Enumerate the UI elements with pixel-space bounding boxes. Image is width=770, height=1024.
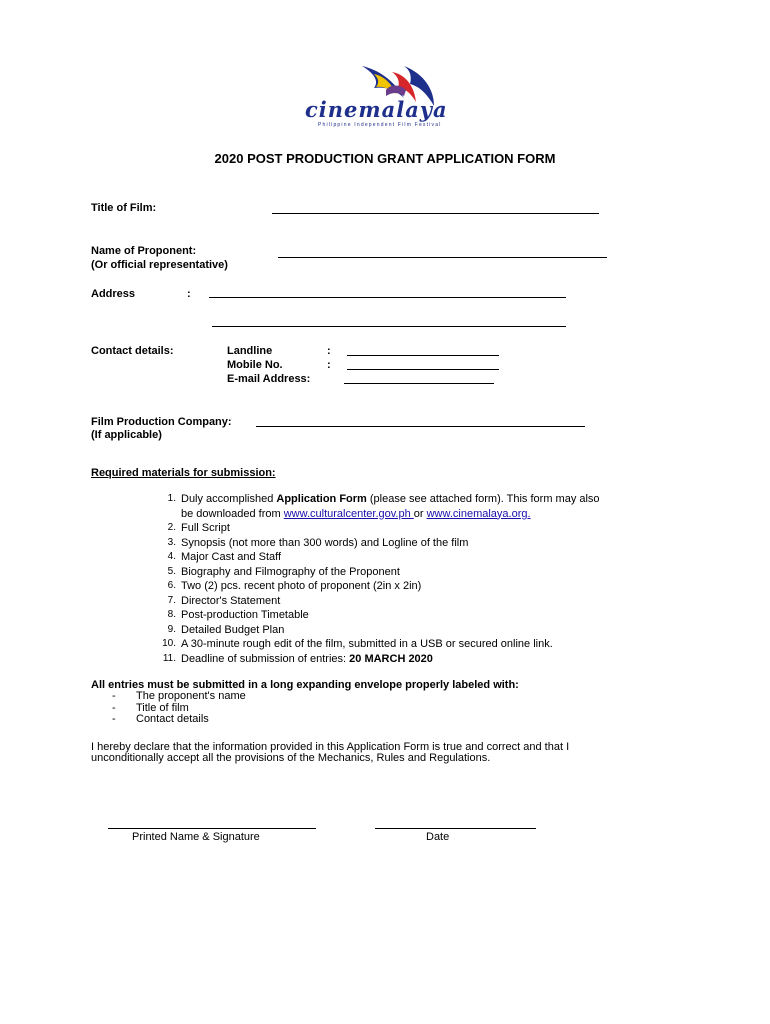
envelope-heading: All entries must be submitted in a long expanding envelope properly labeled with: bbox=[91, 679, 519, 691]
if-applicable-label: (If applicable) bbox=[91, 429, 162, 441]
list-item: 10. A 30-minute rough edit of the film, submitted in a USB or secured online link. bbox=[162, 638, 553, 650]
mobile-label: Mobile No. bbox=[227, 359, 283, 371]
email-label: E-mail Address: bbox=[227, 373, 311, 385]
film-company-label: Film Production Company: bbox=[91, 416, 232, 428]
culturalcenter-link[interactable]: www.culturalcenter.gov.ph bbox=[283, 507, 414, 520]
logo-tagline: Philippine Independent Film Festival bbox=[318, 122, 442, 128]
address-field-line-2[interactable] bbox=[212, 326, 566, 327]
contact-details-label: Contact details: bbox=[91, 345, 174, 357]
list-item: 1. Duly accomplished Application Form (please see attached form). This form may also be downloaded from www.culturalcenter.gov.ph or www.cinemalaya.org. bbox=[167, 493, 600, 520]
requirements-list bbox=[156, 492, 600, 666]
list-item: 2. Full Script bbox=[167, 522, 230, 534]
film-company-field[interactable] bbox=[256, 426, 585, 427]
printed-name-signature-label: Printed Name & Signature bbox=[132, 831, 260, 843]
name-of-proponent-field[interactable] bbox=[278, 257, 607, 258]
title-of-film-label: Title of Film: bbox=[91, 202, 157, 214]
address-field-line-1[interactable] bbox=[209, 297, 566, 298]
list-item: - The proponent's name bbox=[112, 690, 246, 702]
email-field[interactable] bbox=[344, 383, 494, 384]
official-representative-label: (Or official representative) bbox=[91, 259, 228, 271]
date-label: Date bbox=[426, 831, 450, 843]
list-item: 11. Deadline of submission of entries: 20 MARCH 2020 bbox=[162, 652, 433, 665]
landline-colon: : bbox=[327, 345, 331, 357]
date-field[interactable] bbox=[375, 828, 536, 829]
envelope-list bbox=[112, 691, 246, 726]
list-item: - Contact details bbox=[112, 713, 209, 725]
declaration-line-1: I hereby declare that the information provided in this Application Form is true and correct and that I bbox=[91, 741, 570, 753]
list-item: 4. Major Cast and Staff bbox=[167, 551, 282, 563]
signature-field[interactable] bbox=[108, 828, 316, 829]
list-item: 3. Synopsis (not more than 300 words) and Logline of the film bbox=[167, 536, 469, 549]
name-of-proponent-label: Name of Proponent: bbox=[91, 245, 197, 257]
declaration-line-2: unconditionally accept all the provisions of the Mechanics, Rules and Regulations. bbox=[91, 752, 491, 764]
list-item: 5. Biography and Filmography of the Proponent bbox=[167, 565, 400, 578]
form-title: 2020 POST PRODUCTION GRANT APPLICATION FORM bbox=[214, 151, 556, 166]
landline-field[interactable] bbox=[347, 355, 499, 356]
logo-wordmark: cinemalaya bbox=[305, 97, 448, 122]
mobile-field[interactable] bbox=[347, 369, 499, 370]
list-item: 7. Director's Statement bbox=[167, 594, 281, 607]
list-item: 6. Two (2) pcs. recent photo of proponent (2in x 2in) bbox=[167, 580, 422, 592]
title-of-film-field[interactable] bbox=[272, 213, 599, 214]
list-item: 9. Detailed Budget Plan bbox=[167, 623, 285, 636]
mobile-colon: : bbox=[327, 359, 331, 371]
address-colon: : bbox=[187, 288, 191, 300]
list-item: 8. Post-production Timetable bbox=[167, 609, 309, 621]
address-label: Address bbox=[91, 288, 136, 300]
cinemalaya-link[interactable]: www.cinemalaya.org. bbox=[426, 507, 531, 520]
list-item: - Title of film bbox=[112, 701, 189, 714]
landline-label: Landline bbox=[227, 345, 273, 357]
required-materials-heading: Required materials for submission: bbox=[91, 467, 276, 479]
